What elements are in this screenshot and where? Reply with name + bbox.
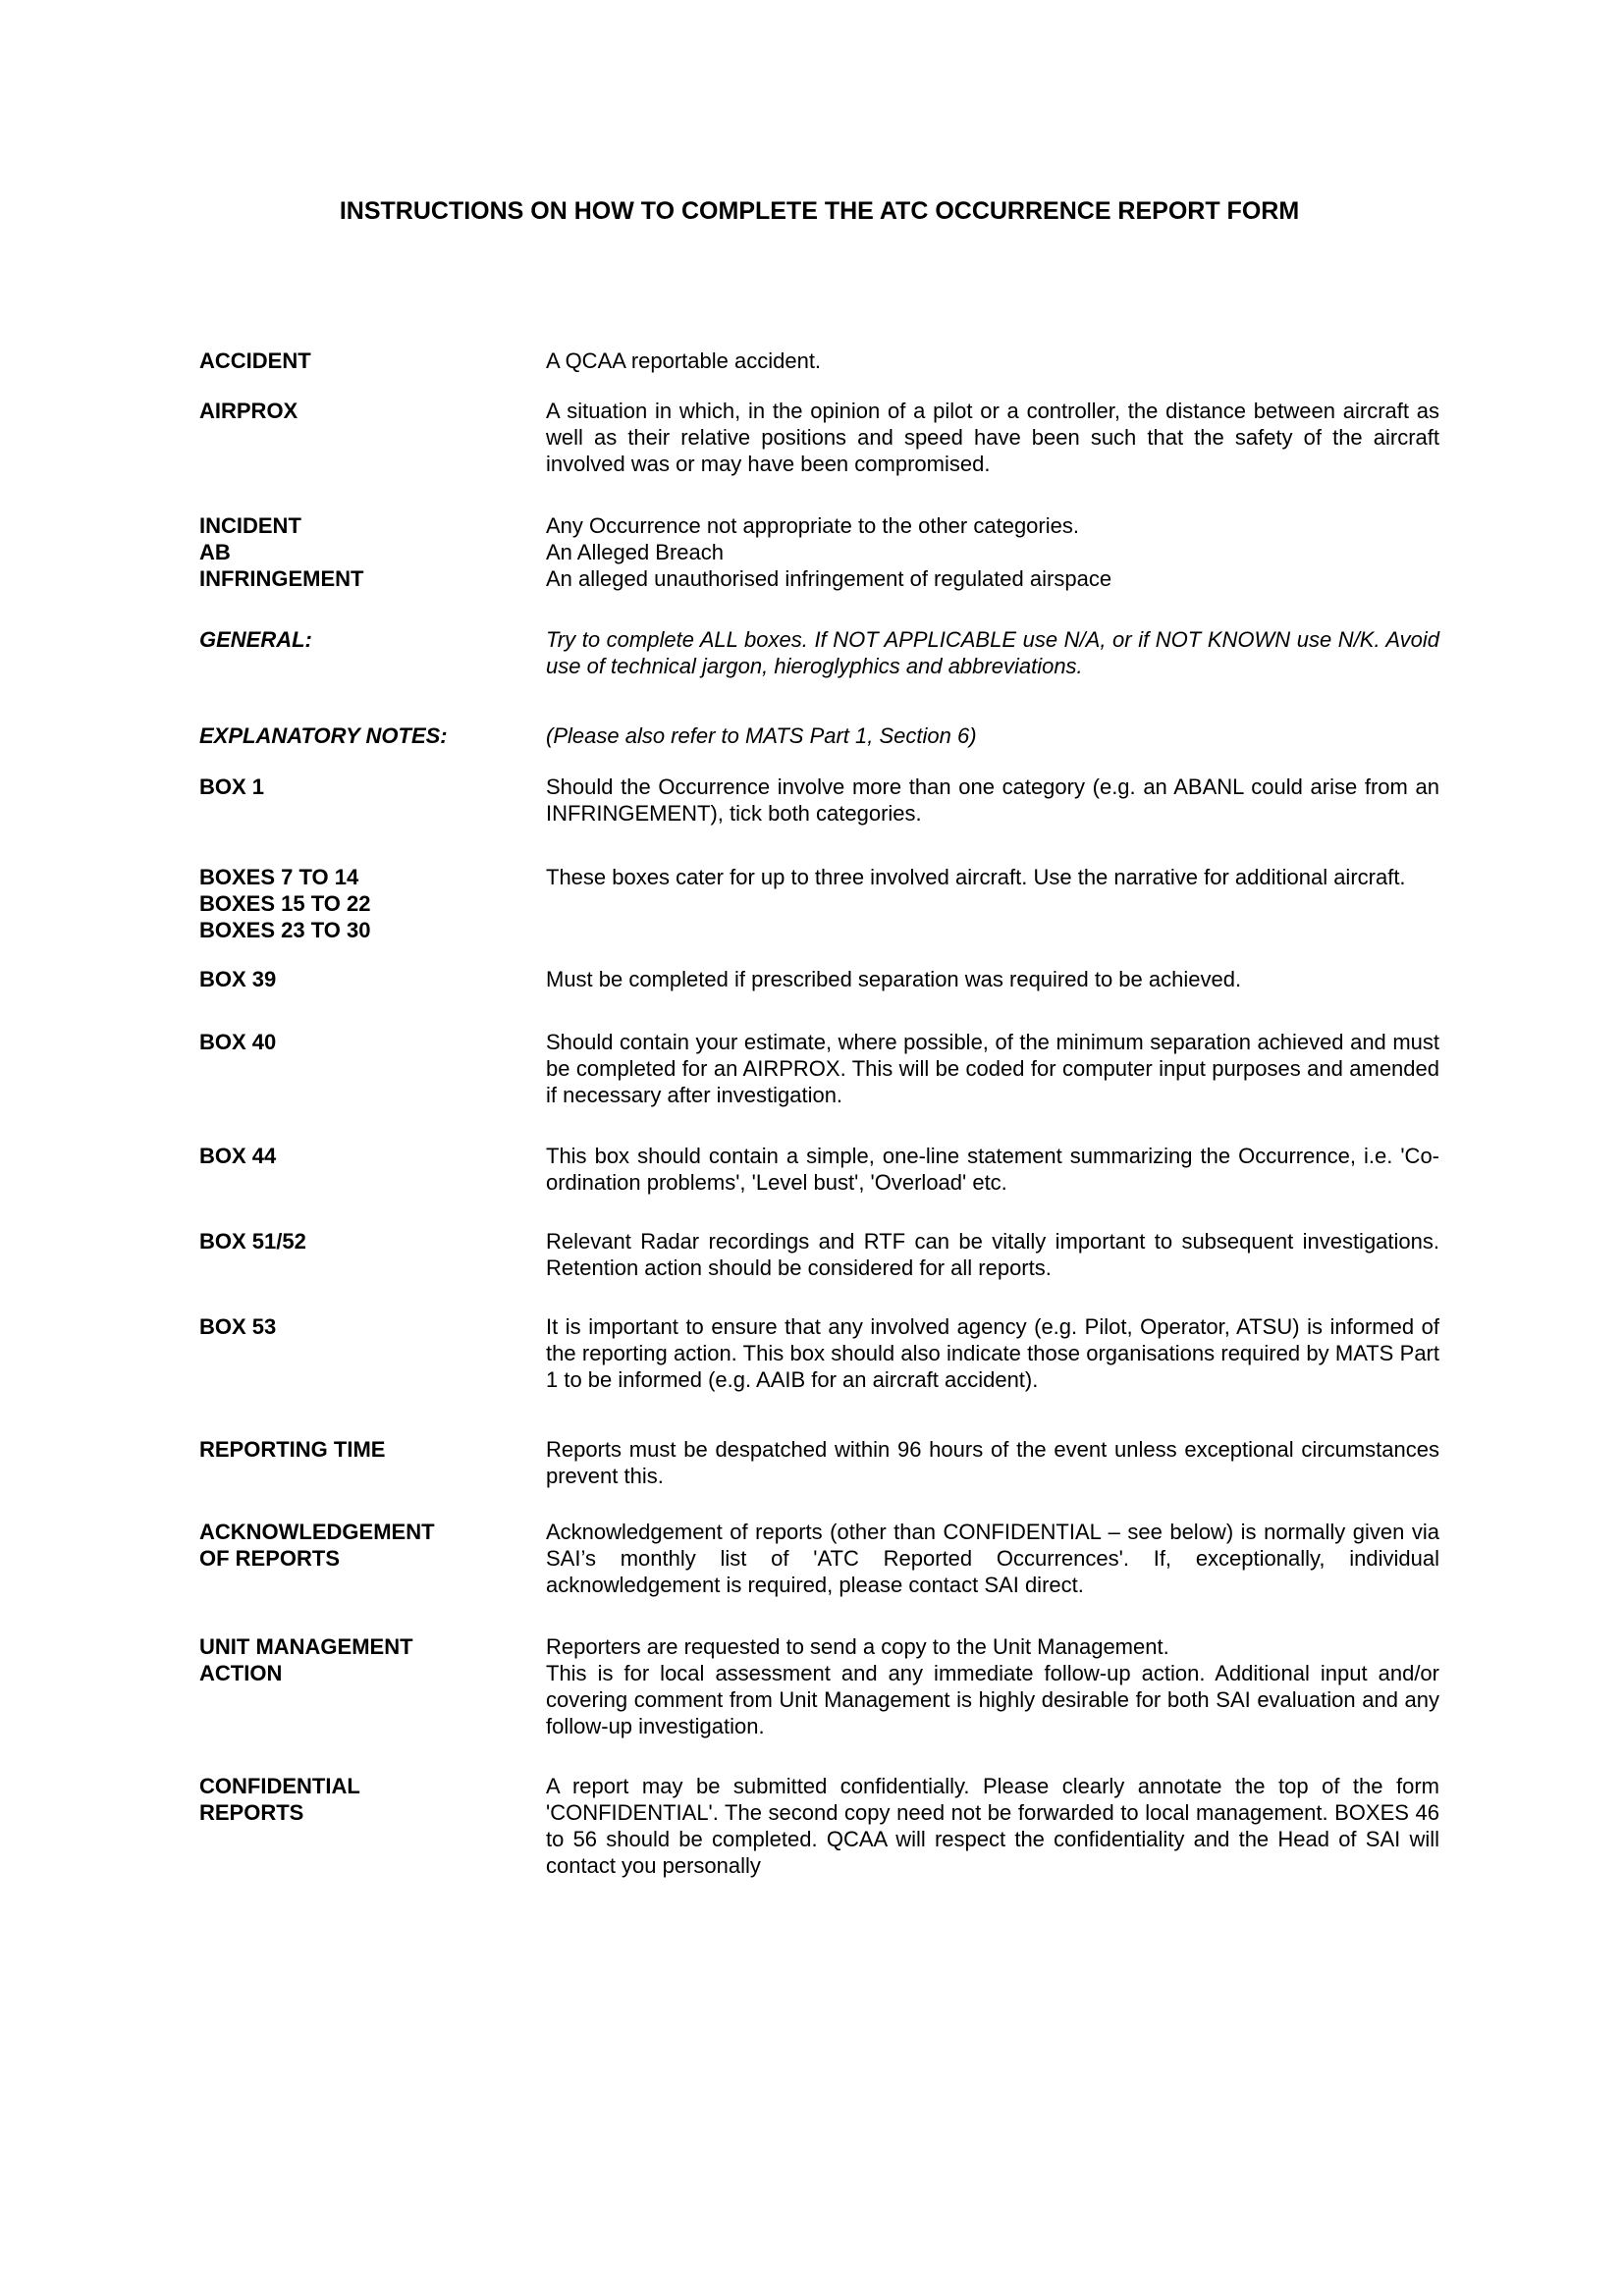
entry-label: GENERAL: [199,627,312,652]
entry-label: BOX 39 [199,967,277,991]
entry-paragraph: Must be completed if prescribed separation was required to be achieved. [546,967,1242,991]
entry-unit-management-action [199,1633,1439,1739]
entry-paragraph: This is for local assessment and any immediate follow-up action. Additional input and/or covering comment from Unit Management is highly desirable for both SAI evaluation and any follow-up investigation. [546,1661,1439,1738]
entry-paragraph: Any Occurrence not appropriate to the other categories. [546,513,1079,538]
entry-label: BOXES 7 TO 14 [199,865,359,889]
entry-label: BOX 44 [199,1144,277,1168]
entry-box-1 [199,774,1439,827]
entry-label: ACTION [199,1661,283,1685]
entry-label: EXPLANATORY NOTES: [199,723,448,748]
entry-paragraph: A situation in which, in the opinion of a pilot or a controller, the distance between aircraft as well as their relative positions and speed have been such that the safety of the aircraft involved was or may have been compromised. [546,399,1439,476]
entry-boxes-7-30 [199,864,1439,943]
entry-paragraph: Relevant Radar recordings and RTF can be vitally important to subsequent investigations. Retention action should be considered for all reports. [546,1229,1439,1280]
entry-label: ACKNOWLEDGEMENT [199,1520,435,1544]
entry-general [199,626,1439,679]
entry-label: REPORTING TIME [199,1437,386,1462]
entry-paragraph: Reports must be despatched within 96 hours of the event unless exceptional circumstances prevent this. [546,1437,1439,1488]
entry-acknowledgement-of-reports [199,1519,1439,1598]
entry-label: REPORTS [199,1800,304,1825]
entry-paragraph: Should the Occurrence involve more than one category (e.g. an ABANL could arise from an INFRINGEMENT), tick both categories. [546,774,1439,826]
entry-label: BOX 1 [199,774,265,799]
entry-paragraph: An alleged unauthorised infringement of regulated airspace [546,566,1112,591]
entry-paragraph: An Alleged Breach [546,540,725,564]
entry-label: INCIDENT [199,513,301,538]
entry-paragraph: Acknowledgement of reports (other than CONFIDENTIAL – see below) is normally given via SAI’s monthly list of 'ATC Reported Occurrences'. If, exceptionally, individual acknowledgement is required, please contact SAI direct. [546,1520,1439,1597]
entry-paragraph: It is important to ensure that any involved agency (e.g. Pilot, Operator, ATSU) is informed of the reporting action. This box should also indicate those organisations required by MATS Part 1 to be informed (e.g. AAIB for an aircraft accident). [546,1314,1439,1392]
entry-paragraph: Try to complete ALL boxes. If NOT APPLICABLE use N/A, or if NOT KNOWN use N/K. Avoid use of technical jargon, hieroglyphics and abbreviations. [546,627,1439,678]
entry-box-40 [199,1029,1439,1108]
entry-label: BOXES 15 TO 22 [199,891,371,916]
entry-label: INFRINGEMENT [199,566,364,591]
entry-label: ACCIDENT [199,348,311,373]
entry-box-51-52 [199,1228,1439,1281]
entry-reporting-time [199,1436,1439,1489]
entry-paragraph: (Please also refer to MATS Part 1, Section 6) [546,723,977,748]
entry-label: BOX 51/52 [199,1229,306,1254]
entry-box-39 [199,966,1439,992]
page-title: INSTRUCTIONS ON HOW TO COMPLETE THE ATC OCCURRENCE REPORT FORM [339,197,1300,225]
entry-confidential-reports [199,1773,1439,1879]
entry-box-44 [199,1143,1439,1196]
entry-label: OF REPORTS [199,1546,341,1571]
entry-paragraph: Should contain your estimate, where possible, of the minimum separation achieved and must be completed for an AIRPROX. This will be coded for computer input purposes and amended if necessary after investigation. [546,1030,1439,1107]
entry-label: AIRPROX [199,399,298,423]
entry-label: AB [199,540,231,564]
entry-paragraph: Reporters are requested to send a copy to the Unit Management. [546,1634,1169,1659]
entry-label: UNIT MANAGEMENT [199,1634,413,1659]
entry-label: BOX 40 [199,1030,277,1054]
entry-label: BOX 53 [199,1314,277,1339]
entry-paragraph: This box should contain a simple, one-line statement summarizing the Occurrence, i.e. 'Co-ordination problems', 'Level bust', 'Overload' etc. [546,1144,1439,1195]
entry-explanatory-notes [199,722,1439,749]
entry-label: CONFIDENTIAL [199,1774,360,1798]
entry-paragraph: A report may be submitted confidentially. Please clearly annotate the top of the form 'CONFIDENTIAL'. The second copy need not be forwarded to local management. BOXES 46 to 56 should be completed. QCAA will respect the confidentiality and the Head of SAI will contact you personally [546,1774,1439,1878]
entry-box-53 [199,1313,1439,1393]
entry-label: BOXES 23 TO 30 [199,918,371,942]
entry-accident [199,347,1439,374]
entry-incident-ab-infringement [199,512,1439,592]
entry-airprox [199,398,1439,477]
entry-paragraph: These boxes cater for up to three involved aircraft. Use the narrative for additional aircraft. [546,865,1406,889]
entry-paragraph: A QCAA reportable accident. [546,348,822,373]
